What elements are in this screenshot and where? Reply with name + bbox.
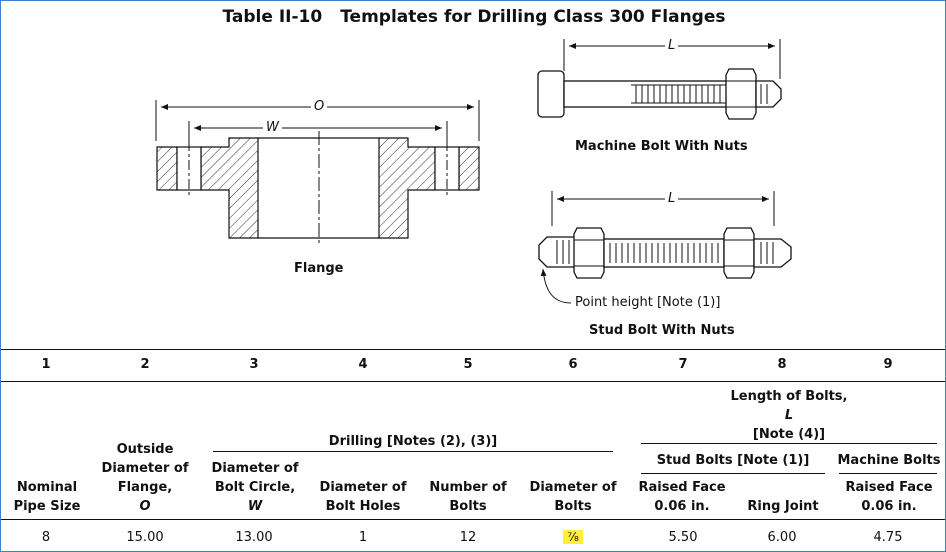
cell-machine-raised-face: 4.75 xyxy=(873,530,903,545)
header-stud-raised-face: Raised Face 0.06 in. xyxy=(638,480,726,514)
header-bolt-circle: Diameter of Bolt Circle, W xyxy=(211,461,299,514)
machine-bolt-caption: Machine Bolt With Nuts xyxy=(575,139,748,154)
machine-bolts-rule xyxy=(839,473,937,474)
header-stud-bolts-group: Stud Bolts [Note (1)] xyxy=(656,453,810,468)
header-bolt-holes: Diameter of Bolt Holes xyxy=(319,480,407,514)
header-diameter-of-bolts: Diameter of Bolts xyxy=(529,480,617,514)
table-top-rule xyxy=(1,349,946,350)
cell-bolt-holes: 1 xyxy=(358,530,368,545)
cell-number-of-bolts: 12 xyxy=(459,530,477,545)
flange-caption: Flange xyxy=(294,261,344,276)
machine-bolt-l-label: L xyxy=(665,38,678,53)
cell-outside-diameter: 15.00 xyxy=(126,530,164,545)
table-number: Table II-10 xyxy=(222,7,323,27)
header-bottom-rule xyxy=(1,519,946,520)
header-machine-raised-face: Raised Face 0.06 in. xyxy=(845,480,933,514)
flange-drawing xyxy=(156,100,479,245)
stud-bolt-drawing xyxy=(539,191,791,303)
stud-bolt-l-label: L xyxy=(665,191,678,206)
flange-w-label: W xyxy=(263,120,282,135)
cell-nominal-pipe-size: 8 xyxy=(41,530,51,545)
column-number: 8 xyxy=(777,357,787,372)
table-title-text: Templates for Drilling Class 300 Flanges xyxy=(340,7,726,27)
column-number-rule xyxy=(1,381,946,382)
stud-bolt-caption: Stud Bolt With Nuts xyxy=(589,323,735,338)
machine-bolt-drawing xyxy=(538,39,781,119)
cell-stud-ring-joint: 6.00 xyxy=(767,530,797,545)
column-number: 3 xyxy=(249,357,259,372)
stud-bolts-rule xyxy=(641,473,825,474)
column-number: 2 xyxy=(140,357,150,372)
column-number: 9 xyxy=(883,357,893,372)
cell-bolt-circle: 13.00 xyxy=(235,530,273,545)
header-number-of-bolts: Number of Bolts xyxy=(429,480,507,514)
header-drilling-group: Drilling [Notes (2), (3)] xyxy=(328,434,498,449)
header-ring-joint: Ring Joint xyxy=(747,499,819,514)
highlighted-value: ⁷⁄₈ xyxy=(563,530,583,544)
column-number: 7 xyxy=(678,357,688,372)
column-number: 6 xyxy=(568,357,578,372)
header-outside-diameter: Outside Diameter of Flange, O xyxy=(101,442,189,514)
column-number: 4 xyxy=(358,357,368,372)
drilling-group-rule xyxy=(213,451,613,452)
cell-stud-raised-face: 5.50 xyxy=(668,530,698,545)
header-nominal-pipe-size: Nominal Pipe Size xyxy=(13,480,81,514)
point-height-note: Point height [Note (1)] xyxy=(575,295,721,310)
flange-o-label: O xyxy=(311,99,327,114)
header-length-of-bolts: Length of Bolts, L [Note (4)] xyxy=(730,389,848,442)
header-machine-bolts-group: Machine Bolts xyxy=(837,453,941,468)
cell-diameter-of-bolts xyxy=(533,530,613,545)
column-number: 1 xyxy=(41,357,51,372)
column-number: 5 xyxy=(463,357,473,372)
